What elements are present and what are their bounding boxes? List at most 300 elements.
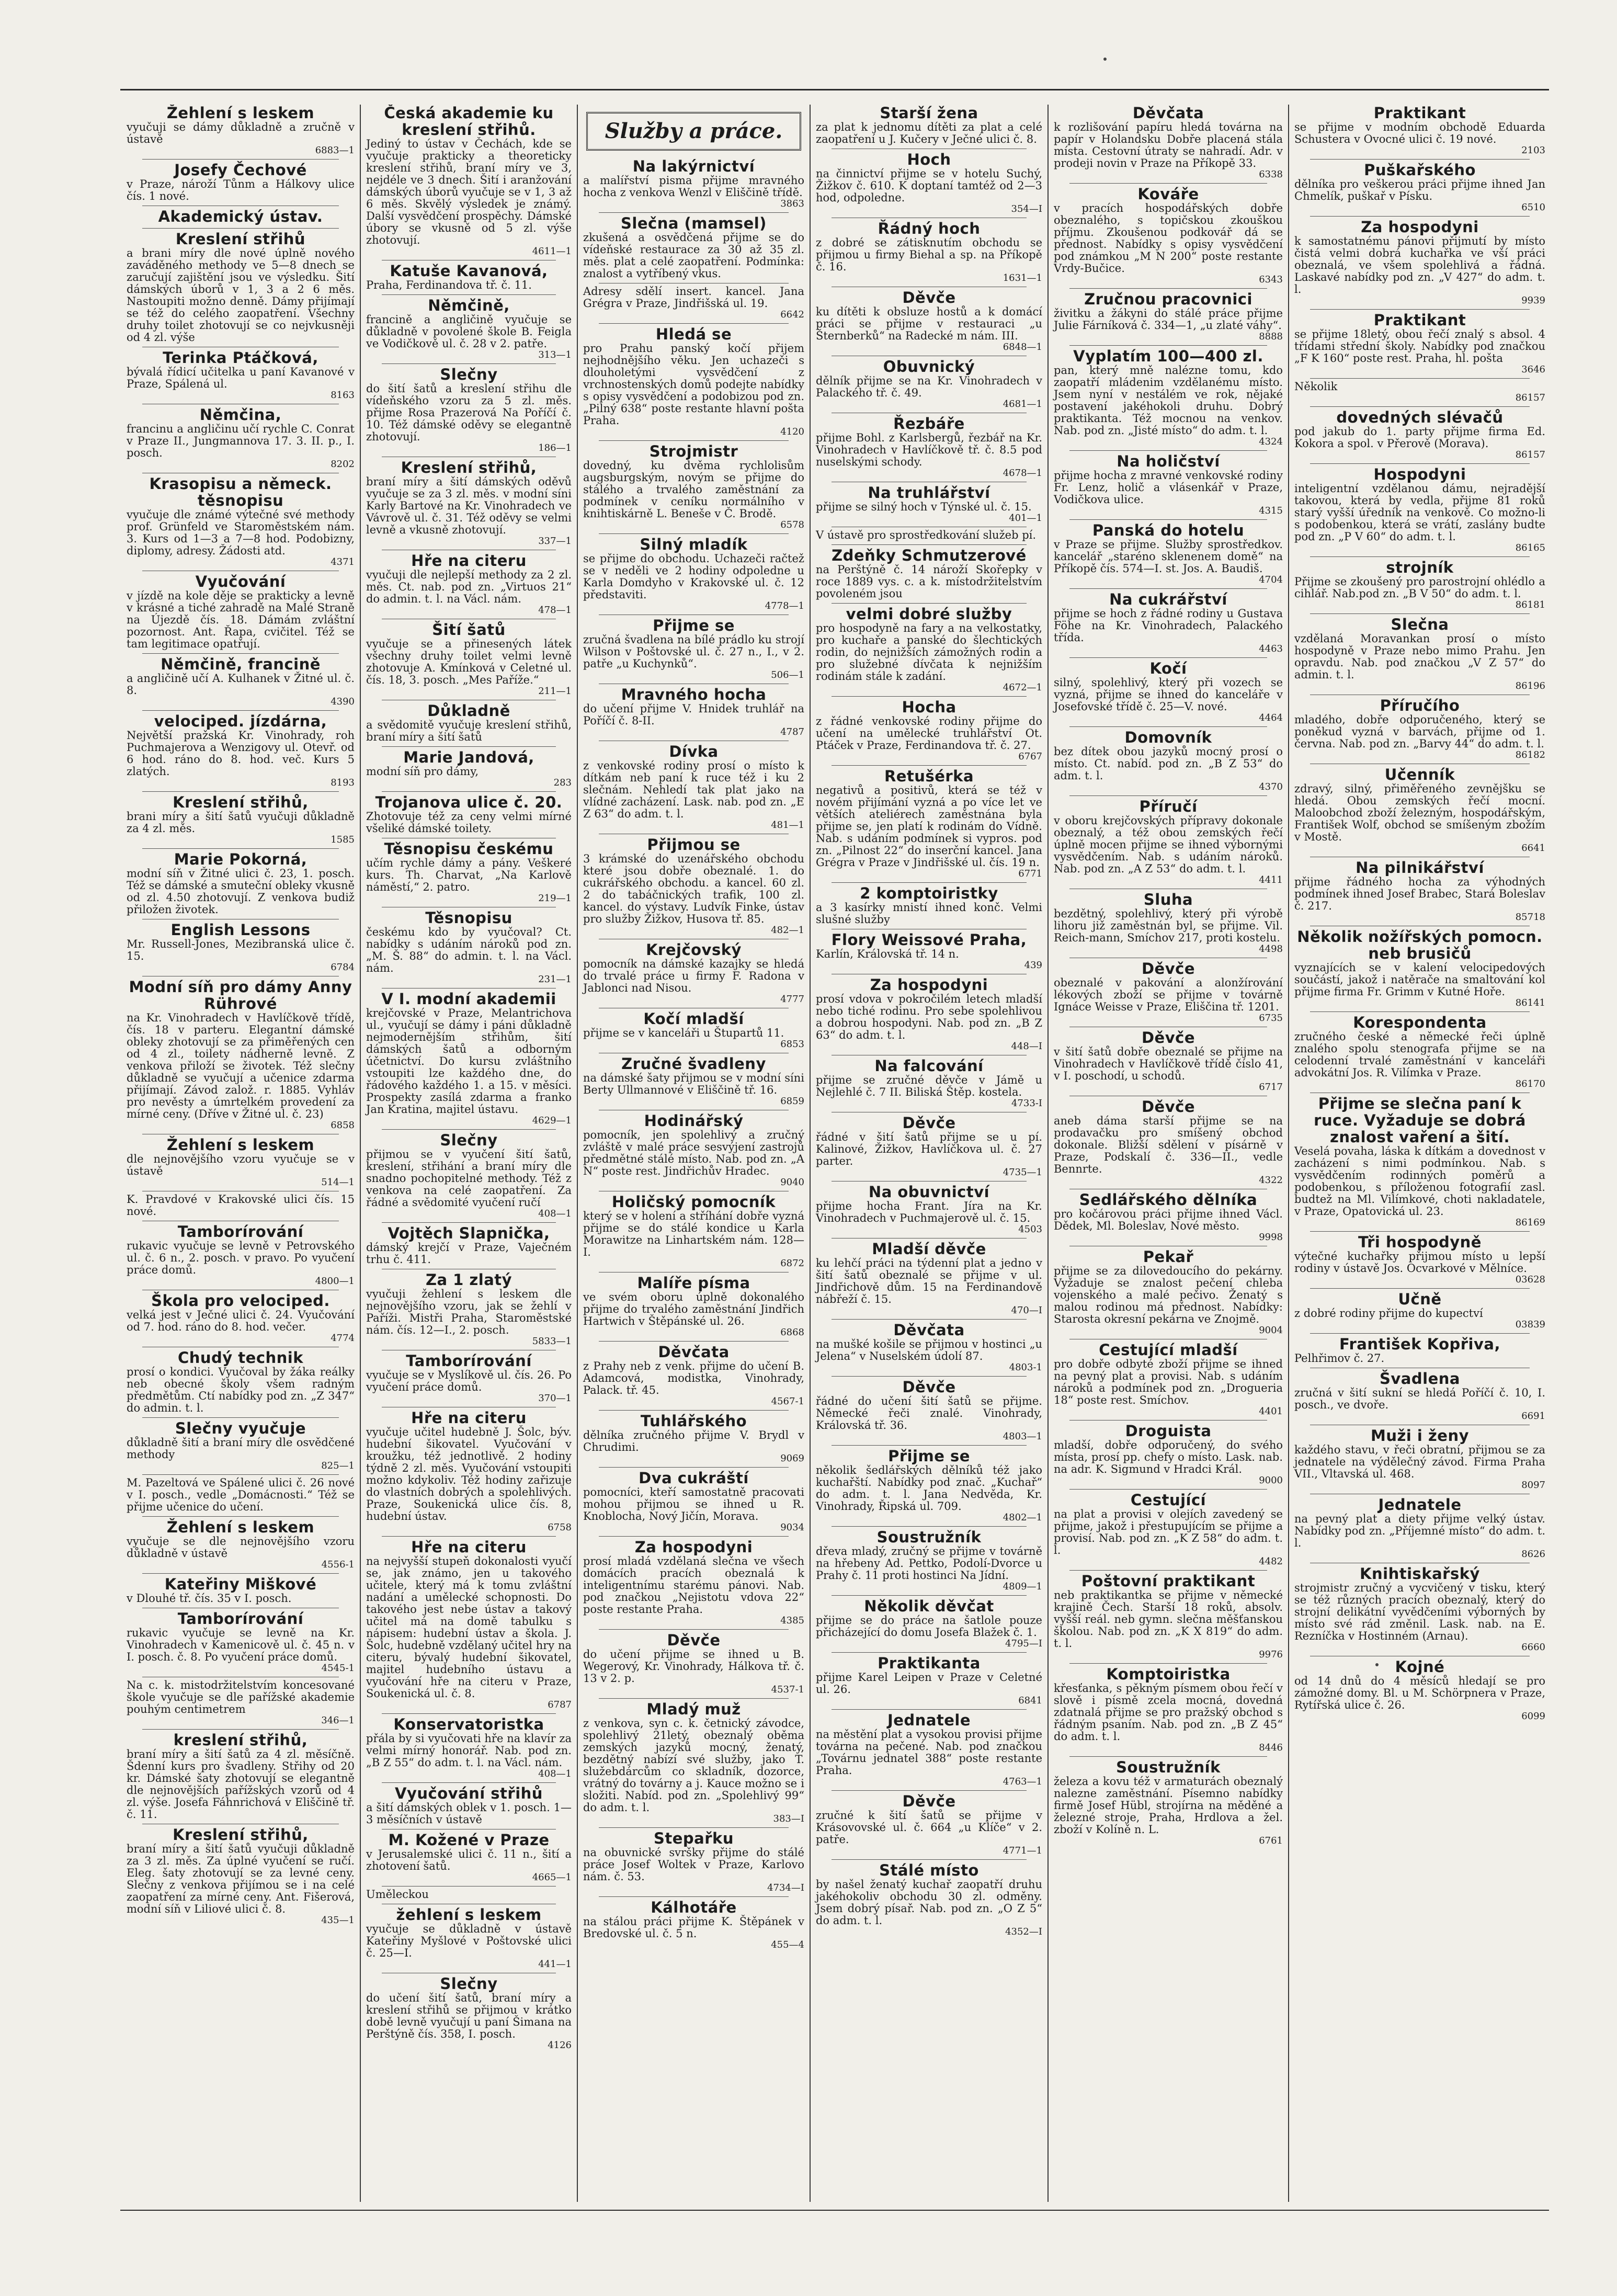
ad-body: přijme se do práce na šatlole pouze přicházející do domu Josefa Blažek č. 1. (816, 1614, 1042, 1639)
ad-headline: Kreslení střihů, (173, 1826, 309, 1844)
ad-reference-number: 1631—1 (1003, 272, 1042, 283)
classified-ad (366, 1132, 572, 1219)
ad-separator (599, 1410, 789, 1411)
classified-ad (366, 702, 572, 743)
ad-body: M. Pazeltová ve Spálené ulici č. 26 nové v I. posch., vedle „Domácnosti.“ Též se přijme učenice do učení. (127, 1476, 355, 1513)
ad-body: v šití šatů dobře obeznalé se přijme na Vinohradech v Havlíčkově třídě číslo 41, v I. poschodí, u schodů. (1054, 1045, 1283, 1082)
ad-reference-number: 4733-I (1011, 1098, 1042, 1109)
classified-ad (366, 1716, 572, 1779)
section-masthead: Služby a práce. (586, 112, 801, 151)
ad-reference-number: 481—1 (771, 820, 804, 831)
ad-body: Mr. Russell-Jones, Mezibranská ulice č. 15. (127, 938, 355, 962)
ad-headline: M. Kožené v Praze (388, 1831, 550, 1849)
ad-body: by našel ženatý kuchař zaopatří druhu jakéhokoliv obchodu 30 zl. odměny. Jsem dobrý písař. Nab. pod zn. „O Z 5“ do adm. t. l. (816, 1878, 1042, 1927)
classified-ad (816, 1115, 1042, 1178)
classified-ad (366, 263, 572, 291)
ad-separator (1310, 309, 1530, 310)
classified-ad (127, 713, 355, 788)
ad-headline: Akademický ústav. (158, 208, 323, 225)
ad-reference-number: 03839 (1515, 1319, 1545, 1330)
ad-separator (142, 710, 339, 711)
classified-ad (816, 1448, 1042, 1523)
ad-headline: Švadlena (1380, 1370, 1460, 1388)
ad-body: vyučuje se v Myslíkově ul. čís. 26. Po vyučení práce domů. (366, 1369, 572, 1393)
ad-reference-number: 6758 (548, 1522, 572, 1533)
ad-body: pod jakub do 1. party přijme firma Ed. Kokora a spol. v Přerově (Morava). (1294, 425, 1545, 450)
classified-ad (366, 910, 572, 985)
ad-headline: Hře na citeru (411, 1409, 527, 1427)
classified-ad (127, 1349, 355, 1414)
classified-ad (1054, 105, 1283, 180)
ad-body: na činnictví přijme se v hotelu Suchý, Žižkov č. 610. K doptaní tamtéž od 2—3 hod, odpoledne. (816, 167, 1042, 204)
ad-reference-number: 482—1 (771, 925, 804, 936)
classified-ad (1294, 697, 1545, 760)
ad-separator (1069, 726, 1267, 727)
classified-ad (366, 1225, 572, 1266)
ad-headline: Zručnou pracovnici (1084, 290, 1252, 308)
ad-reference-number: 4809—1 (1003, 1581, 1042, 1592)
ad-reference-number: 6787 (548, 1699, 572, 1710)
ad-headline: Kreslení střihů, (173, 793, 309, 811)
ad-separator (142, 1417, 339, 1418)
classified-ad (366, 552, 572, 616)
ad-headline: Terinka Ptáčková, (163, 349, 318, 367)
ad-body: řádné do učení šití šatů se přijme. Německé řeči znalé. Vinohrady, Královská tř. 36. (816, 1395, 1042, 1431)
classified-ad (583, 1112, 804, 1188)
ad-reference-number: 86141 (1515, 997, 1545, 1008)
ad-headline: Šití šatů (432, 621, 506, 639)
ad-headline: Dívka (669, 743, 719, 760)
classified-ad (366, 366, 572, 453)
ad-separator (142, 1516, 339, 1517)
classified-ad (366, 459, 572, 547)
classified-ad (1294, 1095, 1545, 1228)
ad-body: přijme se v kanceláři u Štupartů 11. (583, 1027, 784, 1039)
ad-headline: kreslení střihů, (173, 1731, 308, 1749)
classified-ad (583, 1470, 804, 1533)
classified-ad (1054, 1191, 1283, 1243)
ad-headline: Za hospodyni (1361, 218, 1479, 236)
ad-reference-number: 186—1 (538, 442, 572, 453)
ad-headline: Muži i ženy (1370, 1427, 1470, 1445)
classified-ad (127, 1420, 355, 1471)
ad-reference-number: 6761 (1259, 1835, 1283, 1846)
ad-body: a svědomitě vyučuje kreslení střihů, braní míry a šití šatů (366, 719, 572, 743)
classified-ad (1054, 1248, 1283, 1336)
classified-ad (366, 1785, 572, 1826)
ad-separator (382, 1222, 556, 1223)
ad-headline: Děvče (1141, 960, 1195, 977)
ad-headline: Na lakýrnictví (632, 157, 755, 175)
ad-reference-number: 4795—I (1005, 1638, 1042, 1649)
ad-body: bývalá řídicí učitelka u paní Kavanové v Praze, Spálená ul. (127, 366, 355, 390)
ad-reference-number: 441—1 (538, 1959, 572, 1970)
ad-body: Přijme se zkoušený pro parostrojní ohlédlo a cihlář. Nab.pod zn. „B V 50“ do adm. t. l. (1294, 575, 1545, 600)
classified-ad (583, 1413, 804, 1464)
ad-headline: Trojanova ulice č. 20. (375, 793, 563, 811)
ad-separator (599, 323, 789, 324)
ad-separator (382, 791, 556, 792)
ad-headline: Josefy Čechové (174, 161, 307, 179)
ad-headline: Praktikanta (878, 1654, 981, 1672)
classified-ad (816, 1322, 1042, 1373)
ad-headline: strojník (1386, 559, 1454, 576)
ad-separator (599, 1698, 789, 1699)
ad-body: z dobré se zátisknutím obchodu se přijmou u firmy Biehal a sp. na Příkopě č. 16. (816, 236, 1042, 273)
print-speck (1375, 1663, 1379, 1666)
ad-body: na nejvyšší stupeň dokonalosti vyučí se, jak známo, jen u takového učitele, který má k tomu zvláštní nadání a umělecké schopnosti. Do takového jest nebe ústav a takový učitel má na domě tabulku s nápisem: hudební ústav a škola. J. Šolc, hudebně vzdělaný učitel hry na citeru, bývalý hudební šikovatel, majitel hudebního ústavu a vyučování hře na citeru v Praze, Soukenická ul. č. 8. (366, 1555, 572, 1700)
ad-separator (1310, 216, 1530, 217)
classified-ad (1054, 891, 1283, 954)
ad-headline: Za hospodyni (870, 976, 988, 994)
ad-headline: Strojmistr (649, 442, 738, 460)
ad-headline: Děvče (1141, 1098, 1195, 1116)
classified-ad (583, 326, 804, 437)
ad-separator (1069, 657, 1267, 658)
ad-body: zručná švadlena na bílé prádlo ku strojí Wilson v Poštovské ul. č. 27 n., I., v 2. patře „u Kuchynků“. (583, 633, 804, 670)
ad-headline: Tamborírování (177, 1610, 304, 1628)
ad-separator (1069, 519, 1267, 520)
ad-separator (832, 696, 1027, 697)
ad-reference-number: 4665—1 (532, 1872, 572, 1883)
ad-headline: Dva cukráští (639, 1469, 749, 1487)
ad-headline: velmi dobré služby (846, 605, 1012, 623)
ad-headline: Učenník (1384, 766, 1455, 783)
ad-reference-number: 4763—1 (1003, 1776, 1042, 1787)
column-6 (1289, 105, 1551, 2202)
ad-reference-number: 6099 (1521, 1711, 1545, 1722)
ad-headline: Zdeňky Schmutzerové (832, 547, 1027, 564)
ad-reference-number: 4370 (1259, 781, 1283, 792)
ad-body: pro Prahu panský kočí přijem nejhodnějšího věku. Jen uchazeči s dlouholetými vysvědčení z vrchnostenských domů podejte nabídky s opisy vysvědčení a podobizou pod zn. „Pilný 638“ poste restante hlavní pošta Praha. (583, 342, 804, 427)
classified-ad (583, 158, 804, 209)
ad-reference-number: 401—1 (1009, 513, 1042, 524)
ad-separator (832, 1319, 1027, 1320)
ad-headline: Soustružník (1116, 1758, 1221, 1776)
ad-reference-number: 6717 (1259, 1082, 1283, 1093)
column-1 (121, 105, 361, 2202)
ad-body: za plat k jednomu dítěti za plat a celé zaopatření u J. Kučery v Ječné ulici č. 8. (816, 121, 1042, 145)
ad-body: velká jest v Ječné ulici č. 24. Vyučování od 7. hod. ráno do 8. hod. večer. (127, 1309, 355, 1333)
ad-reference-number: 383—I (773, 1813, 804, 1824)
ad-body: a 3 kasírky mnistí ihned konč. Velmi slušné služby (816, 901, 1042, 926)
classified-ad (816, 606, 1042, 693)
classified-ad (816, 1184, 1042, 1235)
ad-reference-number: 4324 (1259, 436, 1283, 447)
classified-ad (1294, 1291, 1545, 1330)
ad-body: prosí mladá vzdělaná slečna ve všech domácích pracích obeznalá k inteligentnímu starému pánovi. Nab. pod značkou „Nejistotu vdova 22“ poste restante Praha. (583, 1555, 804, 1616)
ad-headline: Němčině, (428, 297, 510, 314)
classified-ad (366, 297, 572, 360)
ad-reference-number: 439 (1024, 960, 1042, 971)
classified-ad (1054, 1423, 1283, 1486)
ad-reference-number: 5833—1 (532, 1336, 572, 1347)
ad-reference-number: 4803—1 (1003, 1431, 1042, 1442)
ad-headline: Slečny (440, 1131, 498, 1149)
ad-body: přijme hocha Frant. Jíra na Kr. Vinohradech v Puchmajerově ul. č. 15. (816, 1200, 1042, 1224)
ad-reference-number: 9976 (1259, 1649, 1283, 1660)
classified-ad (816, 885, 1042, 926)
ad-reference-number: 4802—1 (1003, 1512, 1042, 1523)
classified-ad (816, 1862, 1042, 1937)
ad-separator (832, 1790, 1027, 1791)
classified-ad (1294, 1234, 1545, 1285)
ad-reference-number: 219—1 (538, 893, 572, 904)
classified-ad (127, 1826, 355, 1926)
ad-separator (832, 1859, 1027, 1860)
ad-body: a angličině učí A. Kulhanek v Žitné ul. č. 8. (127, 672, 355, 697)
print-speck (1103, 58, 1107, 61)
ad-reference-number: 478—1 (538, 605, 572, 616)
ad-headline: Děvčata (893, 1321, 965, 1339)
classified-ad (1294, 1658, 1545, 1722)
ad-body: vyučuje učitel hudebně J. Šolc, býv. hudební šikovatel. Vyučování v kroužku, též jednotlivě. 2 hodiny týdně 2 zl. měs. Vyučování vstoupiti možno kdykoliv. Též hodiny zařizuje do vlastních dobrých a spolehlivých. Praze, Soukenická ulice čís. 8, hudební ústav. (366, 1426, 572, 1522)
ad-headline: Tamborírování (177, 1223, 304, 1241)
ad-reference-number: 03628 (1515, 1274, 1545, 1285)
ad-reference-number: 86165 (1515, 542, 1545, 553)
ad-headline: Řezbáře (893, 415, 965, 433)
ad-reference-number: 6841 (1018, 1695, 1042, 1706)
classified-ad (1294, 1370, 1545, 1422)
ad-body: rukavic vyučuje se levně v Petrovského ul. č. 6 n., 2. posch. v pravo. Po vyučení práce domů. (127, 1240, 355, 1276)
ad-headline: Němčina, (199, 406, 282, 424)
classified-ad (127, 1610, 355, 1674)
ad-headline: Přijme se (888, 1447, 970, 1465)
ad-body: vyučuje dle známé výtečné své methody prof. Grünfeld ve Staroměstském nám. 3. Kurs od 1—3 a 7—8 hod. Podobizny, diplomy, adresy. Žádosti atd. (127, 508, 355, 557)
ad-body: přijme se silný hoch v Týnské ul. č. 15. (816, 501, 1032, 513)
ad-reference-number: 231—1 (538, 974, 572, 985)
ad-body: Na c. k. mistodržitelstvím koncesované škole vyučuje se dle pařížské akademie pouhým centimetrem (127, 1679, 355, 1715)
classified-ad (1294, 766, 1545, 854)
ad-headline: Flory Weissové Praha, (831, 931, 1027, 949)
ad-separator (1069, 795, 1267, 796)
ad-headline: Za hospodyni (634, 1538, 753, 1556)
ad-body: z venkovské rodiny prosí o místo k dítkám neb paní k ruce též i ku 2 slečnám. Nehledí tak plat jako na vlídné zacházení. Lask. nab. pod zn. „E Z 63“ do adm. t. l. (583, 759, 804, 820)
ad-body: do šití šatů a kreslení střihu dle vídeňského vzoru za 5 zl. měs. přijme Rosa Prazerová Na Poříčí č. 10. Též dámské oděvy se elegantně zhotovují. (366, 382, 572, 443)
ad-headline: Puškařského (1364, 161, 1476, 179)
ad-body: z Prahy neb z venk. přijme do učení B. Adamcová, modistka, Vinohrady, Palack. tř. 45. (583, 1360, 804, 1396)
ad-reference-number: 4678—1 (1003, 468, 1042, 479)
ad-reference-number: 4352—I (1005, 1926, 1042, 1937)
ad-body: Zhotovuje též za ceny velmi mírné všeliké dámské toilety. (366, 810, 572, 835)
ad-separator (142, 848, 339, 849)
ad-separator (832, 1595, 1027, 1596)
ad-body: pro dobře odbyté zboží přijme se ihned na pevný plat a provisi. Nab. s udáním nároků a podmínek pod zn. „Drogueria 18“ poste rest. Smíchov. (1054, 1358, 1283, 1406)
ad-separator (599, 1536, 789, 1537)
ad-headline: Přijmou se (647, 836, 741, 854)
ad-reference-number: 9040 (780, 1177, 804, 1188)
ad-body: strojmistr zručný a vycvičený v tisku, který se též různých pracích obeznalý, který do strojní delikátní vyvědčeními výborných by místo své rád změnil. Lask. nab. na E. Rezníčka v Hostinném (Arnau). (1294, 1582, 1545, 1642)
classified-ad (366, 1975, 572, 2051)
classified-ad (1054, 729, 1283, 792)
ad-reference-number: 4734—I (767, 1882, 804, 1893)
ad-reference-number: 4803-1 (1009, 1362, 1042, 1373)
ad-headline: Chudý technik (177, 1349, 304, 1367)
ad-separator (599, 1629, 789, 1630)
ad-separator (599, 1896, 789, 1897)
ad-body: aneb dáma starší přijme se na prodavačku pro smíšený obchod dokonale. Bližší sdělení v písárně v Praze, Podskalí č. 336—II., vedle Bennrte. (1054, 1115, 1283, 1175)
ad-headline: Těsnopisu (425, 909, 513, 927)
ad-body: brani míry a šití šatů vyučuji důkladně za 4 zl. měs. (127, 810, 355, 835)
ad-separator (142, 1729, 339, 1730)
classified-ad (127, 1519, 355, 1570)
classified-ad (1054, 591, 1283, 654)
ad-reference-number: 6343 (1259, 274, 1283, 285)
ad-body: modní síň v Žitné ulici č. 23, 1. posch. Též se dámské a smuteční obleky vkusně od zl. 4.50 zhotovují. Z venkova budiž přiložen životek. (127, 867, 355, 916)
ad-headline: Jednatele (1378, 1496, 1462, 1514)
classified-ad (366, 1539, 572, 1710)
ad-separator (142, 653, 339, 654)
ad-headline: Komptoiristka (1106, 1665, 1231, 1683)
ad-headline: Děvče (902, 1114, 956, 1132)
ad-headline: Slečny (440, 1975, 498, 1993)
ad-body: a brani míry dle nové úplně nového zaváděného methody ve 5—8 dnech se zaručují zajištění jsou ve výsledku. Šití dámských úborů v 1, 3 a 2 6 měs. Nastoupiti možno denně. Dámy přijímají se též do celého zaopatření. Všechny druhy toilet zhotovují se co nejvkusněji od 4 zl. výše (127, 247, 355, 344)
ad-headline: Kojné (1395, 1658, 1445, 1676)
ad-separator (599, 440, 789, 441)
column-3 (578, 105, 811, 2202)
ad-headline: 2 komptoiristky (860, 884, 998, 902)
ad-body: inteligentní vzdělanou dámu, nejradější takovou, která by vedla, přijme 81 roků starý vyšší úředník na venkově. Co možno-li s podobenkou, která se vrátí, zaslány budte pod zn. „P V 60“ do adm. t. l. (1294, 482, 1545, 543)
ad-reference-number: 370—1 (538, 1393, 572, 1404)
ad-body: do učení přijme se ihned u B. Wegerový, Kr. Vinohrady, Hálkova tř. č. 13 v 2. p. (583, 1648, 804, 1685)
classified-ad (1294, 616, 1545, 691)
ad-separator (1310, 1011, 1530, 1012)
ad-headline: Kreslení střihů, (401, 459, 537, 476)
ad-body: Karlín, Královská tř. 14 n. (816, 948, 959, 960)
classified-ad (1294, 1427, 1545, 1491)
classified-ad (1294, 162, 1545, 213)
ad-body: bez dítek obou jazyků mocný prosí o místo. Ct. nabíd. pod zn. „B Z 53“ do adm. t. l. (1054, 745, 1283, 782)
ad-headline: Vyučování střihů (395, 1784, 543, 1802)
ad-separator (1310, 1288, 1530, 1289)
ad-reference-number: 6641 (1521, 843, 1545, 854)
ad-separator (1310, 159, 1530, 160)
ad-headline: Tamborírování (406, 1352, 532, 1370)
classified-ad (583, 617, 804, 680)
ad-reference-number: 4704 (1259, 574, 1283, 585)
ad-separator (832, 1709, 1027, 1710)
ad-headline: Hře na citeru (411, 1538, 527, 1556)
ad-separator (832, 603, 1027, 604)
classified-ad (1294, 859, 1545, 923)
ad-reference-number: 3863 (780, 198, 804, 209)
ad-separator (599, 533, 789, 534)
ad-headline: Tři hospodyně (1358, 1233, 1482, 1251)
ad-separator (1310, 406, 1530, 407)
ad-headline: Kočí (1149, 660, 1187, 677)
ad-headline: Na falcování (874, 1057, 984, 1075)
ad-body: vyučuje se důkladně v ústavě Kateřiny Myšlové v Poštovské ulici č. 25—I. (366, 1923, 572, 1959)
ad-reference-number: 8097 (1521, 1480, 1545, 1491)
ad-body: z řádné venkovské rodiny přijme do učení na umělecké truhlářství Ot. Ptáček v Praze, Ferdinandova tř. č. 27. (816, 715, 1042, 752)
ad-separator (1069, 1489, 1267, 1490)
ad-body: braní míry a šití šatů za 4 zl. měsíčně. Šdenní kurs pro švadleny. Střihy od 20 kr. Dámské šaty zhotovují se elegantně dle nejnovějších pařížských vzorů od 4 zl. výše. Josefa Fáhnrichová v Eliščině tř. č. 11. (127, 1748, 355, 1821)
ad-headline: Několik děvčat (864, 1597, 994, 1615)
ad-body: modní síň pro dámy, (366, 765, 479, 778)
classified-ad (127, 1292, 355, 1344)
ad-reference-number: 9000 (1259, 1475, 1283, 1486)
ad-body: výtečné kuchařky přijmou místo u lepší rodiny v ústavě Jos. Ocvarkové v Mělníce. (1294, 1250, 1545, 1275)
ad-headline: Obuvnický (883, 358, 975, 376)
ad-separator (142, 791, 339, 792)
ad-reference-number: 435—1 (321, 1915, 355, 1926)
ad-headline: Němčině, francině (161, 655, 321, 673)
ad-body: z dobré rodiny přijme do kupectví (1294, 1307, 1483, 1320)
ad-reference-number: 283 (553, 777, 572, 788)
ad-reference-number: 4498 (1259, 944, 1283, 954)
ad-body: dělníka zručného přijme V. Brydl v Chrudimi. (583, 1429, 804, 1453)
ad-headline: Řádný hoch (878, 220, 981, 237)
ad-reference-number: 6578 (780, 519, 804, 530)
classified-ad (1054, 960, 1283, 1024)
ad-reference-number: 4774 (331, 1333, 355, 1344)
ad-reference-number: 825—1 (321, 1460, 355, 1471)
ad-body: řádné v šití šatů přijme se u pí. Kalinové, Žižkov, Havlíčkova ul. č. 27 parter. (816, 1131, 1042, 1167)
ad-separator (1069, 345, 1267, 346)
classified-ad (366, 1352, 572, 1404)
ad-reference-number: 4567-1 (771, 1396, 804, 1407)
ad-body: pro hospodyně na fary a na velkostatky, pro kuchaře a panské do šlechtických rodin, do nejnižších zámožných rodin a pro služebné dívčata k nejnižším rodinám stále k zadání. (816, 622, 1042, 683)
ad-headline: Přijme se slečna paní k ruce. Vyžaduje se dobrá znalost vaření a šití. (1314, 1095, 1526, 1146)
classified-ad (366, 1271, 572, 1347)
ad-body: dřeva mladý, zručný se přijme v továrně na hřebeny Ad. Pettko, Podolí-Dvorce u Prahy č. 11 proti hostinci Na Jídní. (816, 1545, 1042, 1582)
ad-reference-number: 4611—1 (532, 246, 572, 257)
classified-ad (366, 749, 572, 788)
ad-reference-number: 9998 (1259, 1232, 1283, 1243)
ad-body: a šití dámských oblek v 1. posch. 1—3 měsíčních v ústavě (366, 1801, 572, 1826)
ad-headline: Česká akademie ku kreslení střihů. (384, 105, 554, 139)
ad-headline: Děvče (902, 1378, 956, 1396)
classified-ad (127, 349, 355, 401)
ad-reference-number: 4371 (331, 556, 355, 567)
ad-body: vyučuji se dámy důkladně a zručně v ústavě (127, 121, 355, 145)
ad-headline: Hře na citeru (411, 552, 527, 570)
ad-headline: Na truhlářství (868, 484, 990, 502)
classified-ad (1054, 1573, 1283, 1660)
ad-reference-number: 4120 (780, 426, 804, 437)
ad-headline: Na cukrářství (1109, 590, 1227, 608)
ad-reference-number: 8193 (331, 777, 355, 788)
ad-separator (142, 159, 339, 160)
ad-body: přijme se hoch z řádné rodiny u Gustava Föhe na Kr. Vinohradech, Palackého třída. (1054, 607, 1283, 644)
classified-ad (1054, 1342, 1283, 1417)
ad-headline: V I. modní akademii (381, 990, 556, 1008)
ad-headline: Děvčata (1132, 105, 1204, 122)
ad-headline: Stálé místo (879, 1861, 979, 1879)
ad-headline: Malíře písma (637, 1274, 750, 1292)
ad-headline: Cestující (1130, 1491, 1206, 1509)
ad-body: V ústavě pro sprostředkování služeb pí. (816, 529, 1037, 541)
ad-headline: Retušérka (884, 767, 974, 785)
ad-reference-number: 6858 (331, 1120, 355, 1131)
classified-ad (816, 768, 1042, 879)
classified-ad (1054, 1492, 1283, 1567)
ad-reference-number: 470—I (1011, 1305, 1042, 1316)
ad-body: vyučuji dle nejlepší methody za 2 zl. měs. Ct. nab. pod zn. „Virtuos 21“ do admin. t. l. na Václ. nám. (366, 569, 572, 605)
ad-headline: Příručí (1139, 798, 1198, 815)
classified-ad (127, 208, 355, 225)
ad-headline: žehlení s leskem (396, 1906, 542, 1924)
classified-ad (1054, 186, 1283, 285)
ad-body: zkušená a osvědčená přijme se do vídeňské restaurace za 30 až 35 zl. měs. plat a celé zaopatření. Podmínka: znalost a vytříbený vkus. (583, 231, 804, 280)
ad-headline: Za 1 zlatý (425, 1271, 513, 1289)
ad-body: francině a angličině vyučuje se důkladně v povolené škole B. Feigla ve Vodičkově ul. č. 28 v 2. patře. (366, 313, 572, 350)
ad-headline: Korespondenta (1353, 1014, 1487, 1031)
ad-body: na stálou práci přijme K. Štěpánek v Bredovské ul. č. 5 n. (583, 1915, 804, 1940)
classified-ad (1294, 381, 1545, 403)
ad-body: krejčovské v Praze, Melantrichova ul., vyučují se dámy i páni důkladně nejmodernějším střihům, šití dámských šatů a odborným účetnictví. Do kursu zvláštního vstoupiti lze každého dne, do řádového každého 1. a 15. v měsíci. Prospekty zasílá zdarma a franko Jan Kratina, majitel ústavu. (366, 1007, 572, 1116)
classified-ad (816, 358, 1042, 410)
